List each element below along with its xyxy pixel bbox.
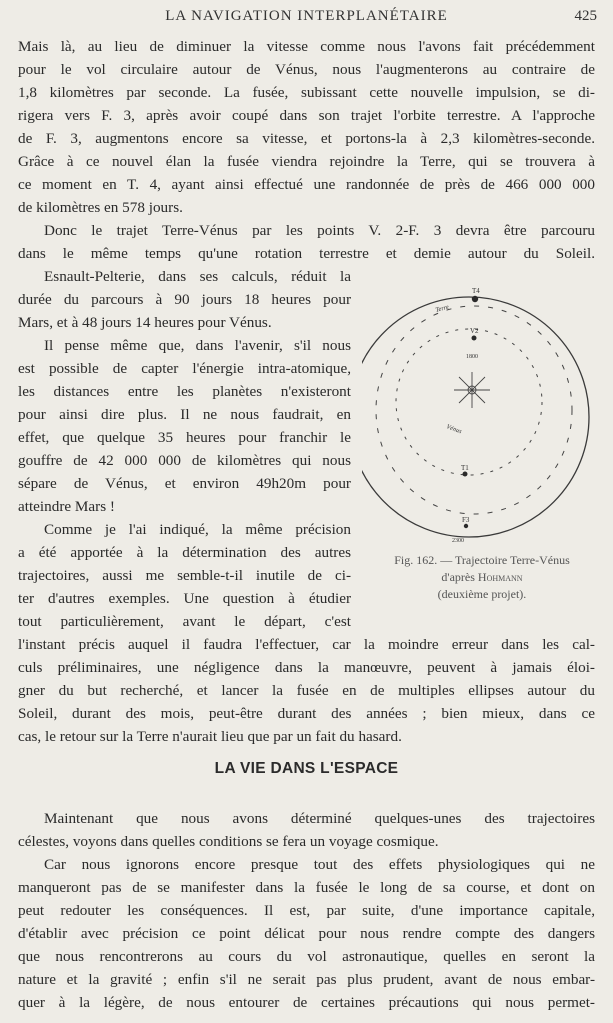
text-line: de F. 3, augmentons encore sa vitesse, et portons-la à 2,3 kilomètres-seconde. (18, 130, 595, 147)
text-line: Comme je l'ai indiqué, la même précision (44, 521, 351, 538)
text-line: durée du parcours à 90 jours 18 heures pour (18, 291, 351, 308)
point-v2 (472, 336, 477, 341)
label-1800: 1800 (466, 354, 478, 360)
text-line: les distances entre les planètes n'existeront (18, 383, 351, 400)
text-line: d'établir avec précision ce point délicat pour nous rendre compte des dangers (18, 925, 595, 942)
caption-author: Hohmann (477, 570, 523, 584)
section-title: LA VIE DANS L'ESPACE (214, 760, 399, 777)
text-line: Car nous ignorons encore presque tout des effets physiologiques qui ne (44, 856, 595, 873)
text-line: dans le même temps qu'une rotation terrestre et demie autour du Soleil. (18, 245, 595, 262)
text-line: tout particulièrement, avant le départ, c'est (18, 613, 351, 630)
text-line: Mais là, au lieu de diminuer la vitesse comme nous l'avons fait précédemment (18, 38, 595, 55)
page-number: 425 (574, 8, 597, 24)
text-line: effet, que quelque 35 heures pour franchir le (18, 429, 351, 446)
text-line: Esnault-Pelterie, dans ses calculs, réduit la (44, 268, 351, 285)
figure-caption-line1: Fig. 162. — Trajectoire Terre-Vénus (394, 553, 570, 567)
text-line: Donc le trajet Terre-Vénus par les points V. 2-F. 3 devra être parcouru (44, 222, 595, 239)
label-f3: F3 (462, 516, 470, 524)
text-line: gner du but recherché, et lancer la fusée en de multiples ellipses autour du (18, 682, 595, 699)
text-line: cas, le retour sur la Terre n'aurait lieu que par un fait du hasard. (18, 728, 402, 745)
trajectory-diagram (362, 282, 602, 547)
text-line: ce moment en T. 4, ayant ainsi effectué une randonnée de près de 466 000 000 (18, 176, 595, 193)
label-t4: T4 (472, 287, 480, 295)
figure-caption-line2 (362, 569, 602, 586)
text-line: célestes, voyons dans quelles conditions se fera un voyage cosmique. (18, 833, 439, 850)
text-line: culs préliminaires, une négligence dans la manœuvre, peuvent à jamais éloi- (18, 659, 595, 676)
text-line: Soleil, durant des mois, peut-être durant des années ; bien mieux, dans ce (18, 705, 595, 722)
text-line: Mars, et à 48 jours 14 heures pour Vénus. (18, 314, 272, 331)
text-line: Il pense même que, dans l'avenir, s'il nous (44, 337, 351, 354)
label-v2: V2 (470, 327, 479, 335)
text-line: que nous rencontrerons au cours du vol astronautique, quelles en seront la (18, 948, 595, 965)
text-line: 1,8 kilomètres par seconde. La fusée, subissant cette nouvelle impulsion, se di- (18, 84, 595, 101)
text-line: a été apportée à la détermination des autres (18, 544, 351, 561)
point-t4 (472, 296, 478, 302)
text-line: gouffre de 42 000 000 de kilomètres qui nous (18, 452, 351, 469)
label-t1: T1 (461, 464, 469, 472)
label-venus: Vénus (445, 423, 463, 436)
label-2300: 2300 (452, 538, 464, 544)
text-line: l'instant précis auquel il faudra l'effectuer, car la moindre erreur dans les cal- (18, 636, 595, 653)
running-header (0, 8, 613, 30)
venus-orbit (396, 329, 542, 475)
text-line: est possible de capter l'énergie intra-atomique, (18, 360, 351, 377)
label-terre: Terre (434, 303, 450, 314)
running-title: LA NAVIGATION INTERPLANÉTAIRE (165, 8, 448, 24)
figure-caption-line3: (deuxième projet). (437, 587, 527, 601)
sun-icon (454, 372, 490, 408)
text-line: quer à la légère, de nous entourer de certaines précautions qui nous permet- (18, 994, 595, 1011)
text-line: manqueront pas de se manifester dans la fusée le long de sa course, et dont on (18, 879, 595, 896)
caption-prefix: d'après (441, 570, 478, 584)
text-line: atteindre Mars ! (18, 498, 115, 515)
text-line: pour le vol circulaire autour de Vénus, nous l'augmenterons au contraire de (18, 61, 595, 78)
text-line: Maintenant que nous avons déterminé quelques-unes des trajectoires (44, 810, 595, 827)
point-f3 (464, 524, 468, 528)
text-line: de kilomètres en 578 jours. (18, 199, 183, 216)
text-line: trajectoires, aussi me semble-t-il inutile de ci- (18, 567, 351, 584)
text-line: rigera vers F. 3, après avoir coupé dans son trajet l'orbite terrestre. A l'approche (18, 107, 595, 124)
text-line: sépare de Vénus, et environ 49h20m pour (18, 475, 351, 492)
text-line: pour ainsi dire plus. Il ne nous faudrait, en (18, 406, 351, 423)
text-line: Grâce à ce nouvel élan la fusée viendra rejoindre la Terre, qui se trouvera à (18, 153, 595, 170)
text-line: peut redouter les conséquences. Il est, par suite, d'une importance capitale, (18, 902, 595, 919)
text-line: nature et la gravité ; enfin s'il ne serait pas plus prudent, avant de nous embar- (18, 971, 595, 988)
text-line: ter d'autres exemples. Une question à étudier (18, 590, 351, 607)
point-t1 (463, 472, 468, 477)
